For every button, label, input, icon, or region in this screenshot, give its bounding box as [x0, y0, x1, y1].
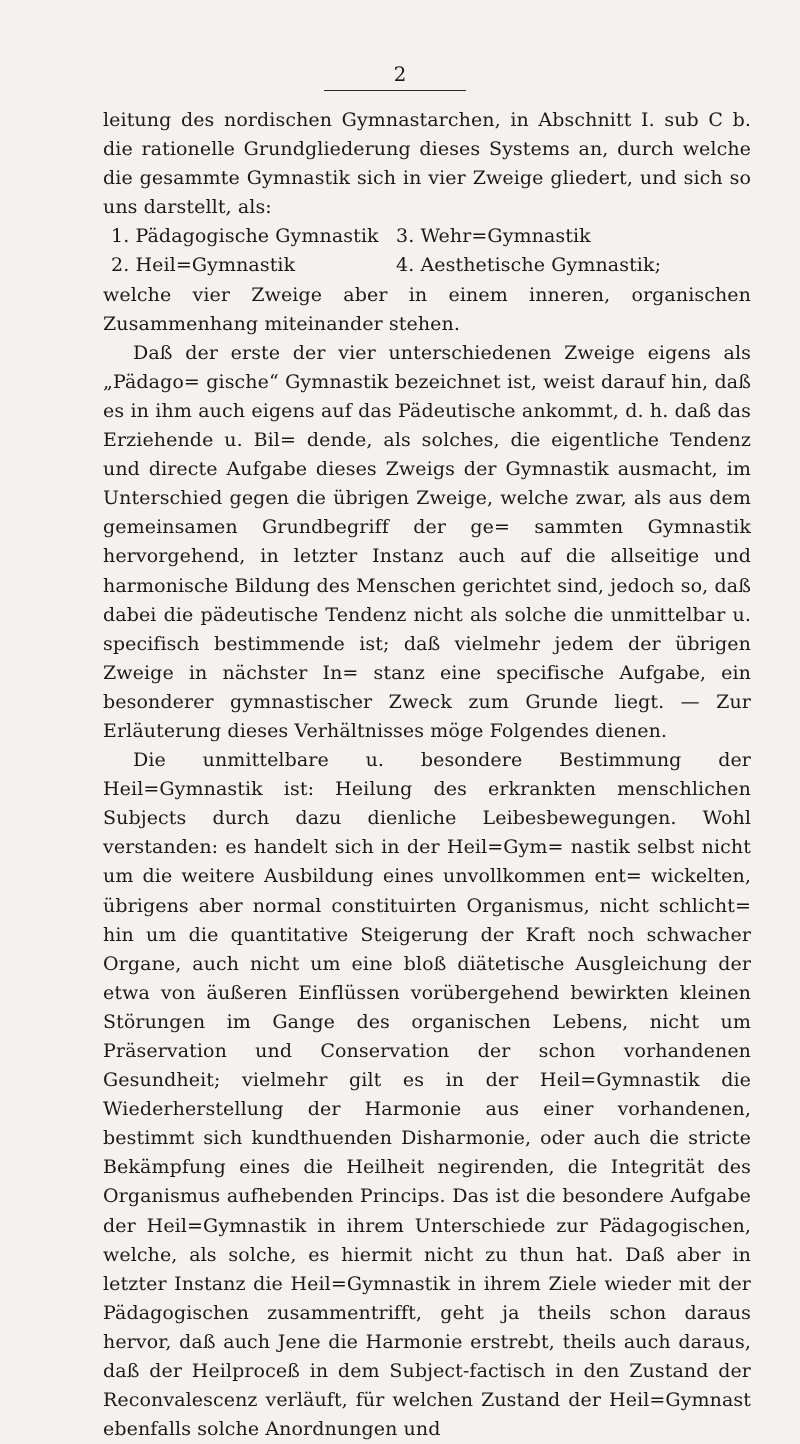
intro-paragraph: leitung des nordischen Gymnastarchen, in Abschnitt I. sub C b. die rationelle Grundgliederung dieses Systems an, durch welche die gesammte Gymnastik sich in vier Zweige gliedert, und sich so uns darstellt, als:	[103, 109, 751, 219]
branch-list-row-1	[103, 222, 751, 251]
paragraph-3: Die unmittelbare u. besondere Bestimmung der Heil=Gymnastik ist: Heilung des erkrankten menschlichen Subjects durch dazu dienliche Leibesbewegungen. Wohl verstanden: es handelt sich in der Heil=Gym= nastik selbst nicht um die weitere Ausbildung eines unvollkommen ent= wickelten, übrigens aber normal constituirten Organismus, nicht schlicht= hin um die quantitative Steigerung der Kraft noch schwacher Organe, auch nicht um eine bloß diätetische Ausgleichung der etwa von äußeren Einflüssen vorübergehend bewirkten kleinen Störungen im Gange des organischen Lebens, nicht um Präservation und Conservation der schon vorhandenen Gesundheit; vielmehr gilt es in der Heil=Gymnastik die Wiederherstellung der Harmonie aus einer vorhandenen, bestimmt sich kundthuenden Disharmonie, oder auch die stricte Bekämpfung eines die Heilheit negirenden, die Integrität des Organismus aufhebenden Princips. Das ist die besondere Aufgabe der Heil=Gymnastik in ihrem Unterschiede zur Pädagogischen, welche, als solche, es hiermit nicht zu thun hat. Daß aber in letzter Instanz die Heil=Gymnastik in ihrem Ziele wieder mit der Pädagogischen zusammentrifft, geht ja theils schon daraus hervor, daß auch Jene die Harmonie erstrebt, theils auch daraus, daß der Heilproceß in dem Subject-factisch in den Zustand der Reconvalescenz verläuft, für welchen Zustand der Heil=Gymnast ebenfalls solche Anordnungen und	[103, 749, 751, 1441]
page-number: 2	[393, 62, 407, 86]
branch-2: 2. Heil=Gymnastik	[111, 254, 296, 277]
paragraph-1: welche vier Zweige aber in einem inneren, organischen Zusammenhang miteinander stehen.	[103, 283, 751, 335]
body-text	[103, 106, 751, 1444]
branch-1: 1. Pädagogische Gymnastik	[111, 225, 379, 248]
branch-4: 4. Aesthetische Gymnastik;	[396, 254, 662, 277]
branch-list-row-2	[103, 251, 751, 280]
header-rule	[324, 90, 466, 91]
paragraph-2: Daß der erste der vier unterschiedenen Zweige eigens als „Pädago= gische“ Gymnastik bezeichnet ist, weist darauf hin, daß es in ihm auch eigens auf das Pädeutische ankommt, d. h. daß das Erziehende u. Bil= dende, als solches, die eigentliche Tendenz und directe Aufgabe dieses Zweigs der Gymnastik ausmacht, im Unterschied gegen die übrigen Zweige, welche zwar, als aus dem gemeinsamen Grundbegriff der ge= sammten Gymnastik hervorgehend, in letzter Instanz auch auf die allseitige und harmonische Bildung des Menschen gerichtet sind, jedoch so, daß dabei die pädeutische Tendenz nicht als solche die unmittelbar u. specifisch bestimmende ist; daß vielmehr jedem der übrigen Zweige in nächster In= stanz eine specifische Aufgabe, ein besonderer gymnastischer Zweck zum Grunde liegt. — Zur Erläuterung dieses Verhältnisses möge Folgendes dienen.	[103, 341, 751, 742]
branch-3: 3. Wehr=Gymnastik	[396, 225, 591, 248]
